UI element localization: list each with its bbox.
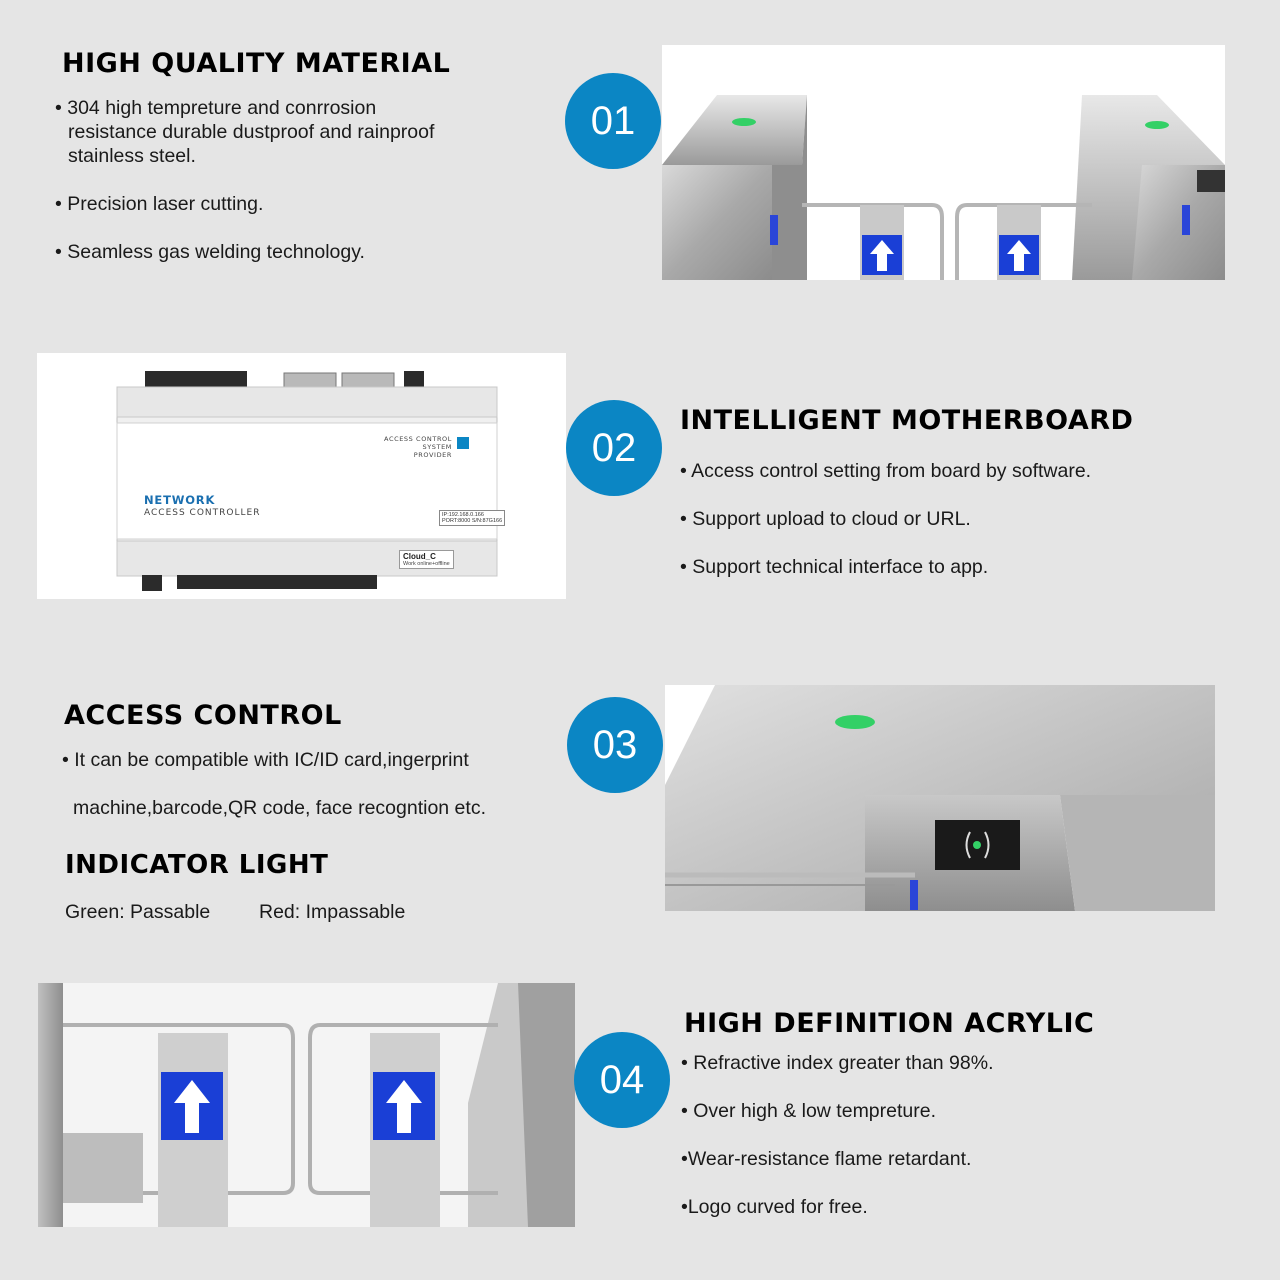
section3-bullet-1: • It can be compatible with IC/ID card,ingerprint [62,749,469,771]
step-number-badge-02: 02 [566,400,662,496]
section1-bullet-1-cont2: stainless steel. [68,145,196,167]
section1-bullet-1: • 304 high tempreture and conrrosion [55,97,377,119]
motherboard-image [37,353,566,599]
section2-bullet-2: • Support upload to cloud or URL. [680,508,971,530]
section1-bullet-3: • Seamless gas welding technology. [55,241,365,263]
section2-bullet-1: • Access control setting from board by software. [680,460,1092,482]
board-port-label: PORT:8000 S/N:87G166 [442,518,503,524]
section4-bullet-3: •Wear-resistance flame retardant. [681,1148,972,1170]
indicator-light-title: INDICATOR LIGHT [65,850,329,880]
section4-bullet-1: • Refractive index greater than 98%. [681,1052,994,1074]
board-cloud-label: Cloud_C [403,552,436,561]
acrylic-panel-image [38,983,575,1227]
board-brand-line1: ACCESS CONTROL SYSTEM [384,435,452,451]
section1-title: HIGH QUALITY MATERIAL [62,48,451,79]
board-subtitle: ACCESS CONTROLLER [144,508,261,518]
board-brand-line2: PROVIDER [413,451,452,459]
section3-title: ACCESS CONTROL [64,700,342,731]
section2-title: INTELLIGENT MOTHERBOARD [680,405,1134,436]
step-number-badge-01: 01 [565,73,661,169]
section2-bullet-3: • Support technical interface to app. [680,556,989,578]
indicator-green-label: Green: Passable [65,901,211,923]
section1-bullet-1-cont: resistance durable dustproof and rainproof [68,121,435,143]
step-number-badge-04: 04 [574,1032,670,1128]
turnstile-reader-image [665,685,1215,911]
indicator-red-label: Red: Impassable [259,901,406,923]
board-title: NETWORK [144,493,216,507]
green-indicator-light-icon [732,118,756,126]
section3-bullet-1-cont: machine,barcode,QR code, face recogntion etc. [73,797,486,819]
step-number-badge-03: 03 [567,697,663,793]
board-cloud-sub: Work online+offline [403,561,450,567]
section4-bullet-4: •Logo curved for free. [681,1196,868,1218]
turnstile-image-1 [662,45,1225,280]
board-ip-label: IP:192.168.0.166 [442,512,484,518]
section4-title: HIGH DEFINITION ACRYLIC [684,1008,1095,1039]
section1-bullet-2: • Precision laser cutting. [55,193,264,215]
section4-bullet-2: • Over high & low tempreture. [681,1100,937,1122]
